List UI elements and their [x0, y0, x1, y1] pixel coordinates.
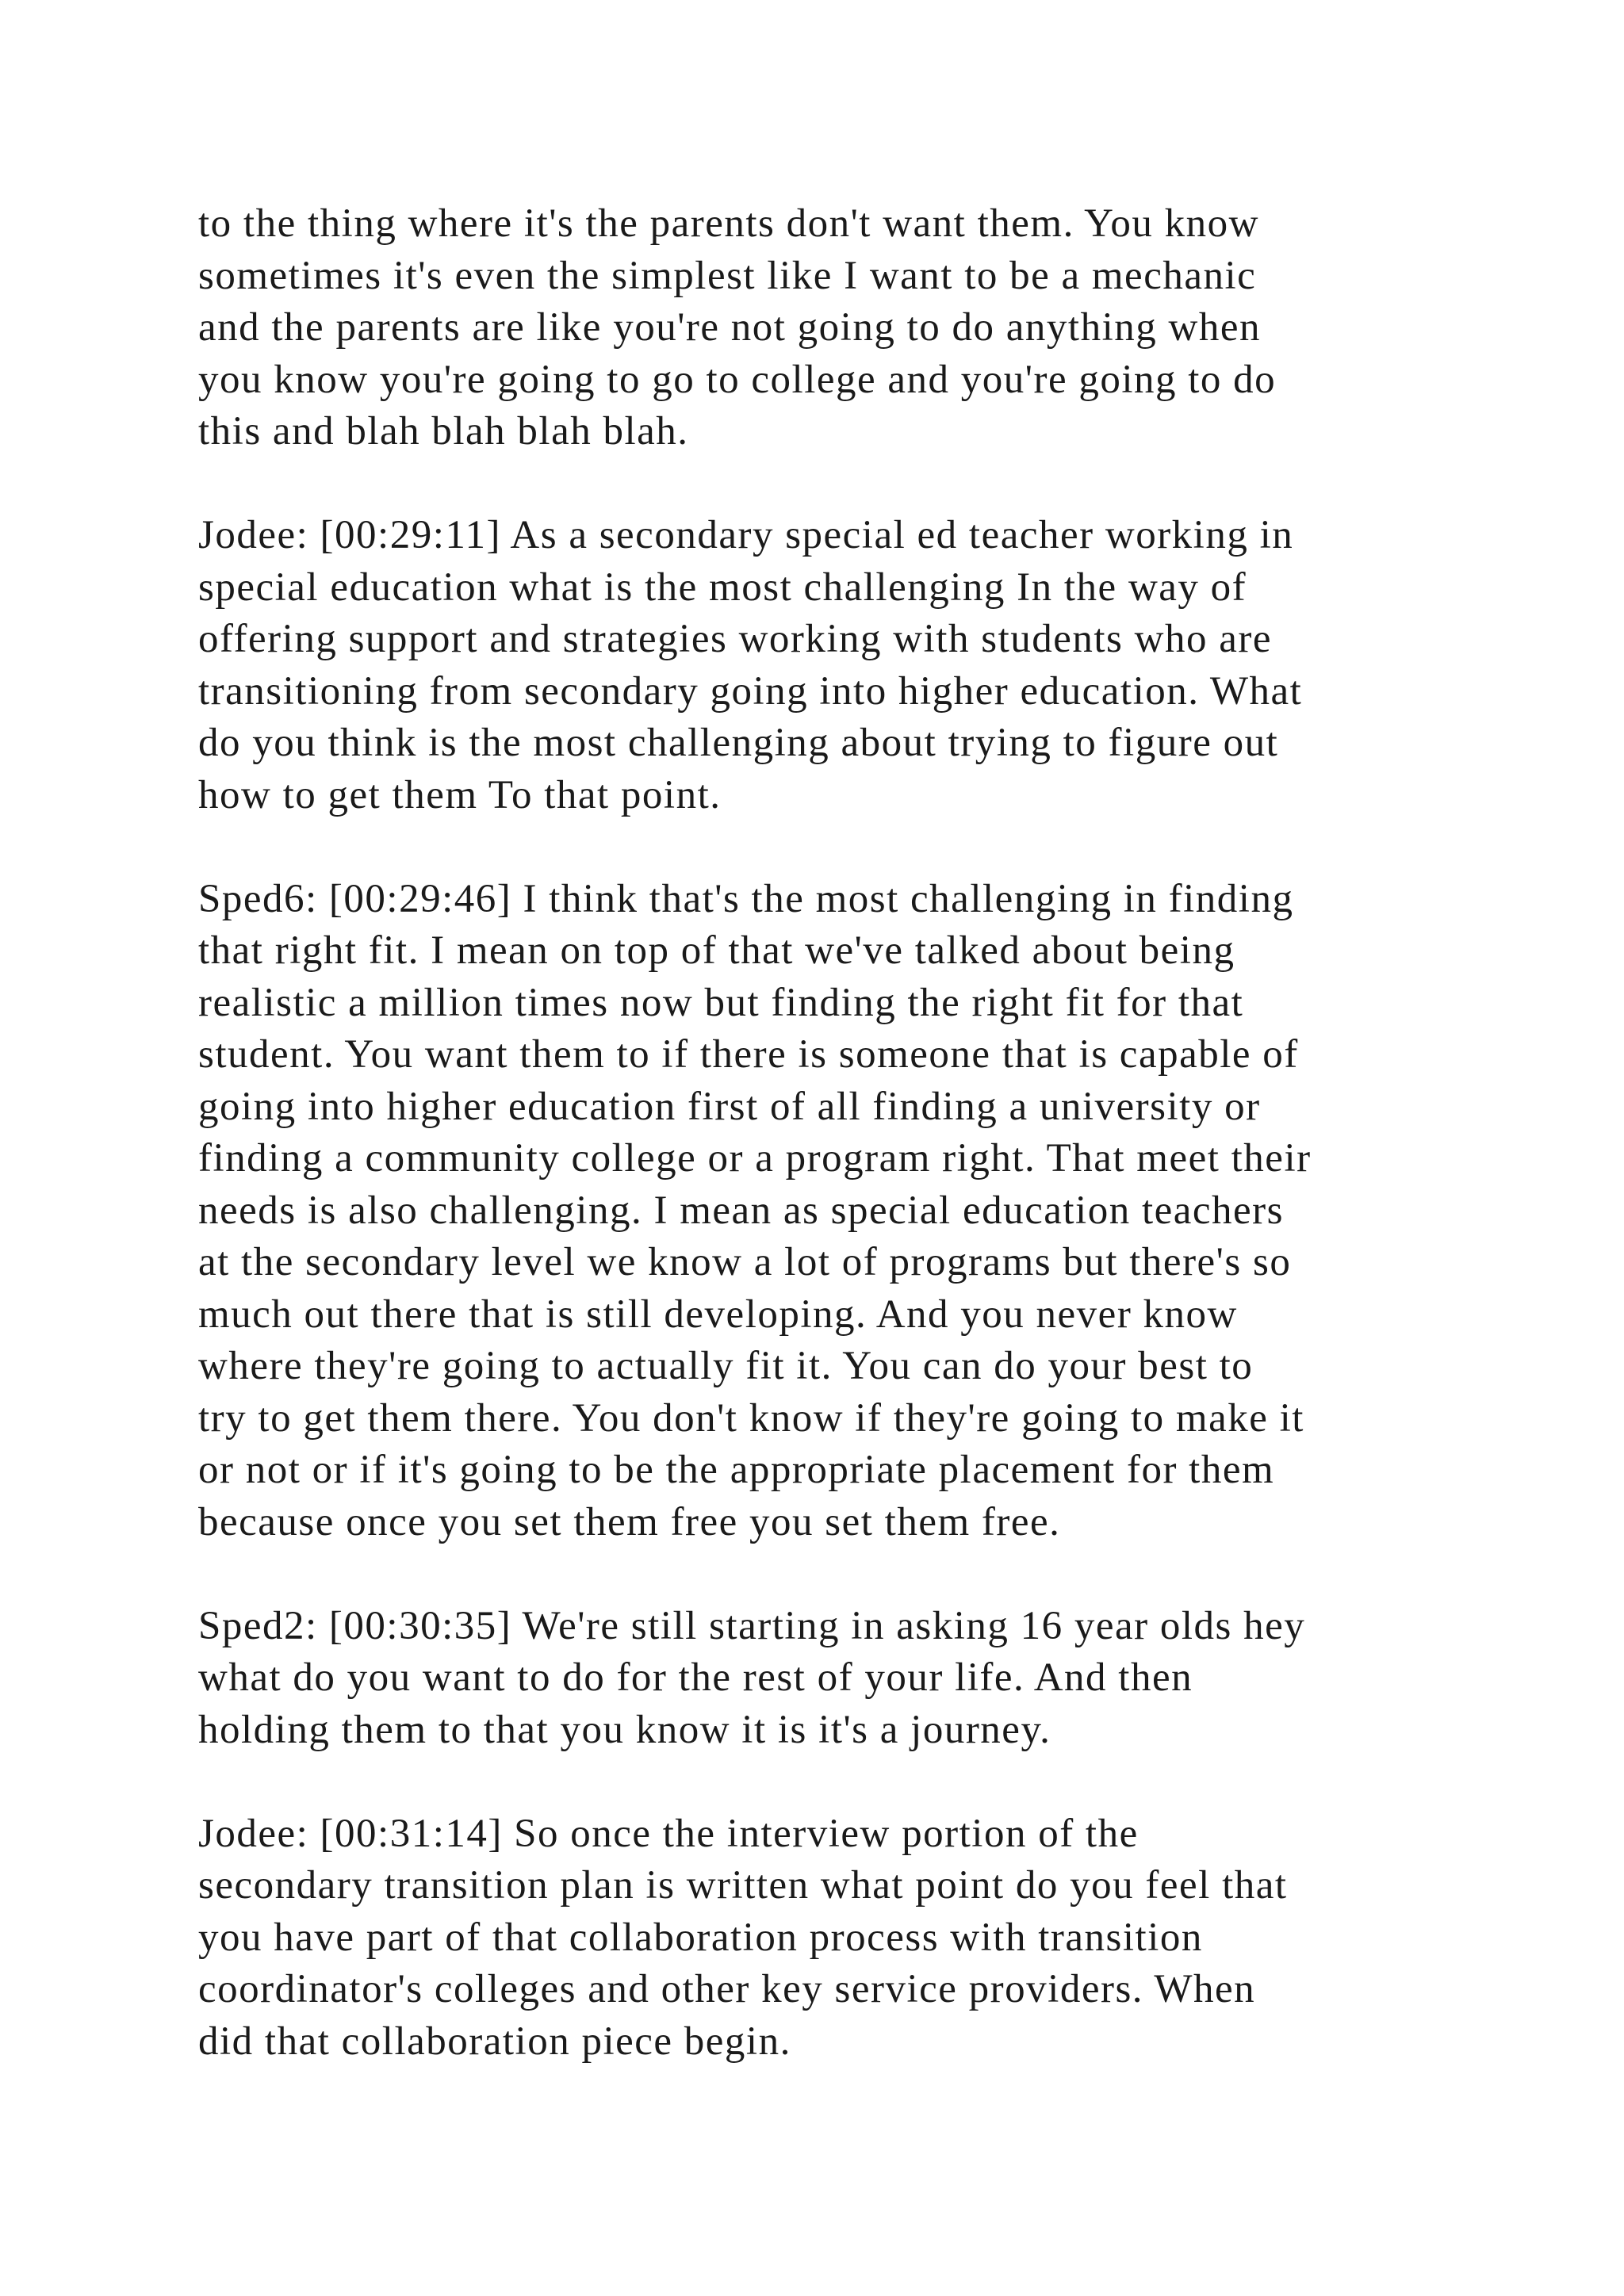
transcript-paragraph [198, 1808, 1451, 2068]
transcript-paragraph [198, 874, 1451, 1549]
text-line: you know you're going to go to college and you're going to do [198, 357, 1277, 402]
text-line: secondary transition plan is written what point do you feel that [198, 1863, 1288, 1908]
text-line: how to get them To that point. [198, 772, 722, 817]
text-line: do you think is the most challenging about trying to figure out [198, 721, 1279, 765]
text-line: and the parents are like you're not going to do anything when [198, 305, 1261, 350]
text-line: coordinator's colleges and other key service providers. When [198, 1967, 1256, 2011]
text-line: to the thing where it's the parents don't want them. You know [198, 201, 1259, 246]
text-line: that right fit. I mean on top of that we've talked about being [198, 928, 1235, 973]
transcript-paragraph [198, 1601, 1451, 1757]
text-line: much out there that is still developing. And you never know [198, 1292, 1238, 1337]
text-line: Sped6: [00:29:46] I think that's the most challenging in finding [198, 876, 1294, 921]
text-line: this and blah blah blah blah. [198, 409, 689, 453]
transcript-paragraph [198, 198, 1451, 458]
text-line: what do you want to do for the rest of your life. And then [198, 1655, 1193, 1700]
text-line: sometimes it's even the simplest like I want to be a mechanic [198, 253, 1257, 298]
text-line: finding a community college or a program right. That meet their [198, 1136, 1312, 1181]
text-line: at the secondary level we know a lot of programs but there's so [198, 1240, 1292, 1284]
text-line: offering support and strategies working with students who are [198, 617, 1272, 661]
text-line: holding them to that you know it is it's a journey. [198, 1707, 1051, 1752]
transcript-body [198, 198, 1451, 2120]
text-line: special education what is the most challenging In the way of [198, 564, 1247, 610]
text-line: going into higher education first of all finding a university or [198, 1084, 1261, 1129]
text-line: Sped2: [00:30:35] We're still starting in asking 16 year olds hey [198, 1603, 1306, 1648]
text-line: because once you set them free you set them free. [198, 1499, 1061, 1544]
text-line: transitioning from secondary going into higher education. What [198, 668, 1303, 714]
text-line: or not or if it's going to be the appropriate placement for them [198, 1448, 1275, 1492]
text-line: did that collaboration piece begin. [198, 2019, 791, 2064]
text-line: needs is also challenging. I mean as special education teachers [198, 1188, 1285, 1233]
text-line: try to get them there. You don't know if they're going to make it [198, 1395, 1304, 1441]
transcript-paragraph [198, 510, 1451, 821]
text-line: student. You want them to if there is someone that is capable of [198, 1032, 1299, 1077]
text-line: realistic a million times now but finding the right fit for that [198, 980, 1244, 1025]
text-line: Jodee: [00:29:11] As a secondary special ed teacher working in [198, 513, 1294, 557]
text-line: where they're going to actually fit it. You can do your best to [198, 1344, 1254, 1388]
text-line: you have part of that collaboration process with transition [198, 1915, 1203, 1960]
text-line: Jodee: [00:31:14] So once the interview portion of the [198, 1811, 1139, 1856]
